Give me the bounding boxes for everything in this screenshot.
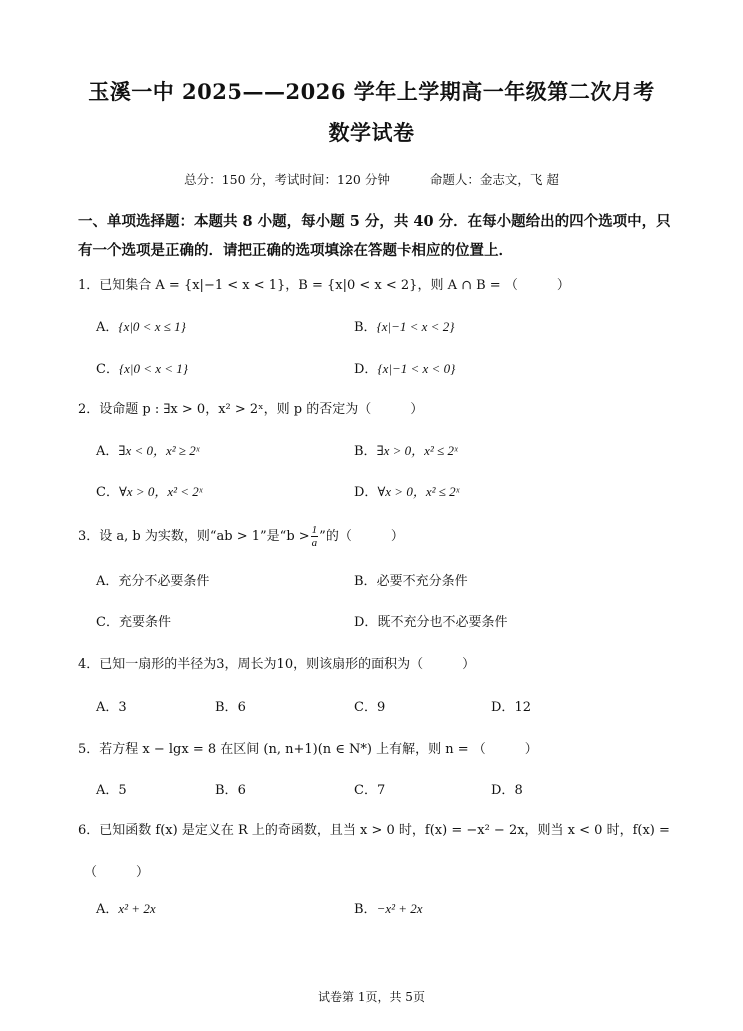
- question-text: 若方程 x − lgx = 8 在区间 (n, n+1)(n ∈ N*) 上有解，则 n = （ ）: [99, 742, 538, 757]
- question-6-option-b: B．−x² + 2x: [354, 901, 423, 917]
- question-number: 3．: [78, 529, 100, 544]
- question-4-stem: [78, 653, 475, 672]
- author-info: 命题人：金志文，飞 超: [429, 172, 559, 187]
- section-heading: 一、单项选择题：本题共 8 小题，每小题 5 分，共 40 分．在每小题给出的四个选项中，只有一个选项是正确的．请把正确的选项填涂在答题卡相应的位置上．: [78, 213, 671, 259]
- question-text-start: 设 a, b 为实数，则“ab > 1”是“b >: [99, 529, 310, 544]
- question-6-answer-blank: （ ）: [84, 865, 150, 880]
- question-1-option-a: A．{x|0 < x ≤ 1}: [96, 319, 186, 335]
- question-4-option-c: C．9: [354, 700, 386, 715]
- question-number: 4．: [78, 657, 100, 672]
- question-5-option-a: A．5: [96, 783, 127, 798]
- question-6-stem: [78, 819, 670, 838]
- question-2-option-a: A．∃x < 0，x² ≥ 2ˣ: [96, 443, 200, 459]
- total-score-info: 总分：150 分，考试时间：120 分钟: [184, 172, 390, 187]
- question-text-end: ”的（ ）: [319, 529, 404, 544]
- exam-subtitle: 数学试卷: [328, 120, 415, 145]
- question-1-option-b: B．{x|−1 < x < 2}: [354, 319, 455, 335]
- question-number: 2．: [78, 402, 100, 417]
- question-text: 设命题 p : ∃x > 0，x² > 2ˣ，则 p 的否定为（ ）: [99, 402, 424, 417]
- exam-meta: [0, 170, 743, 188]
- question-3-option-b: B．必要不充分条件: [354, 574, 468, 589]
- question-4-option-a: A．3: [96, 700, 127, 715]
- question-2-option-c: C．∀x > 0，x² < 2ˣ: [96, 484, 203, 500]
- question-number: 1．: [78, 278, 100, 293]
- question-3-stem: [78, 524, 404, 549]
- question-5-option-c: C．7: [354, 783, 386, 798]
- question-1-option-c: C．{x|0 < x < 1}: [96, 361, 189, 377]
- question-5-option-b: B．6: [215, 783, 246, 798]
- question-text: 已知函数 f(x) 是定义在 R 上的奇函数，且当 x > 0 时，f(x) = −x² − 2x，则当 x < 0 时，f(x) =: [99, 823, 670, 838]
- question-3-option-d: D．既不充分也不必要条件: [354, 615, 508, 630]
- question-number: 5．: [78, 742, 100, 757]
- question-5-option-d: D．8: [491, 783, 523, 798]
- question-1-option-d: D．{x|−1 < x < 0}: [354, 361, 456, 377]
- question-4-option-b: B．6: [215, 700, 246, 715]
- question-4-option-d: D．12: [491, 700, 531, 715]
- question-2-option-b: B．∃x > 0，x² ≤ 2ˣ: [354, 443, 458, 459]
- question-text: 已知一扇形的半径为3，周长为10，则该扇形的面积为（ ）: [99, 657, 476, 672]
- question-1-stem: [78, 274, 570, 293]
- question-number: 6．: [78, 823, 100, 838]
- question-5-stem: [78, 738, 538, 757]
- question-6-option-a: A．x² + 2x: [96, 901, 156, 917]
- question-3-option-a: A．充分不必要条件: [96, 574, 210, 589]
- exam-title: 玉溪一中 2025——2026 学年上学期高一年级第二次月考: [88, 79, 655, 104]
- question-2-option-d: D．∀x > 0，x² ≤ 2ˣ: [354, 484, 460, 500]
- question-2-stem: [78, 398, 423, 417]
- fraction-one-over-a: $\frac{1}{a}$: [311, 524, 318, 549]
- page-footer: 试卷第 1页，共 5页: [318, 990, 425, 1004]
- question-text: 已知集合 A = {x|−1 < x < 1}，B = {x|0 < x < 2}，则 A ∩ B = （ ）: [99, 278, 570, 293]
- question-3-option-c: C．充要条件: [96, 615, 171, 630]
